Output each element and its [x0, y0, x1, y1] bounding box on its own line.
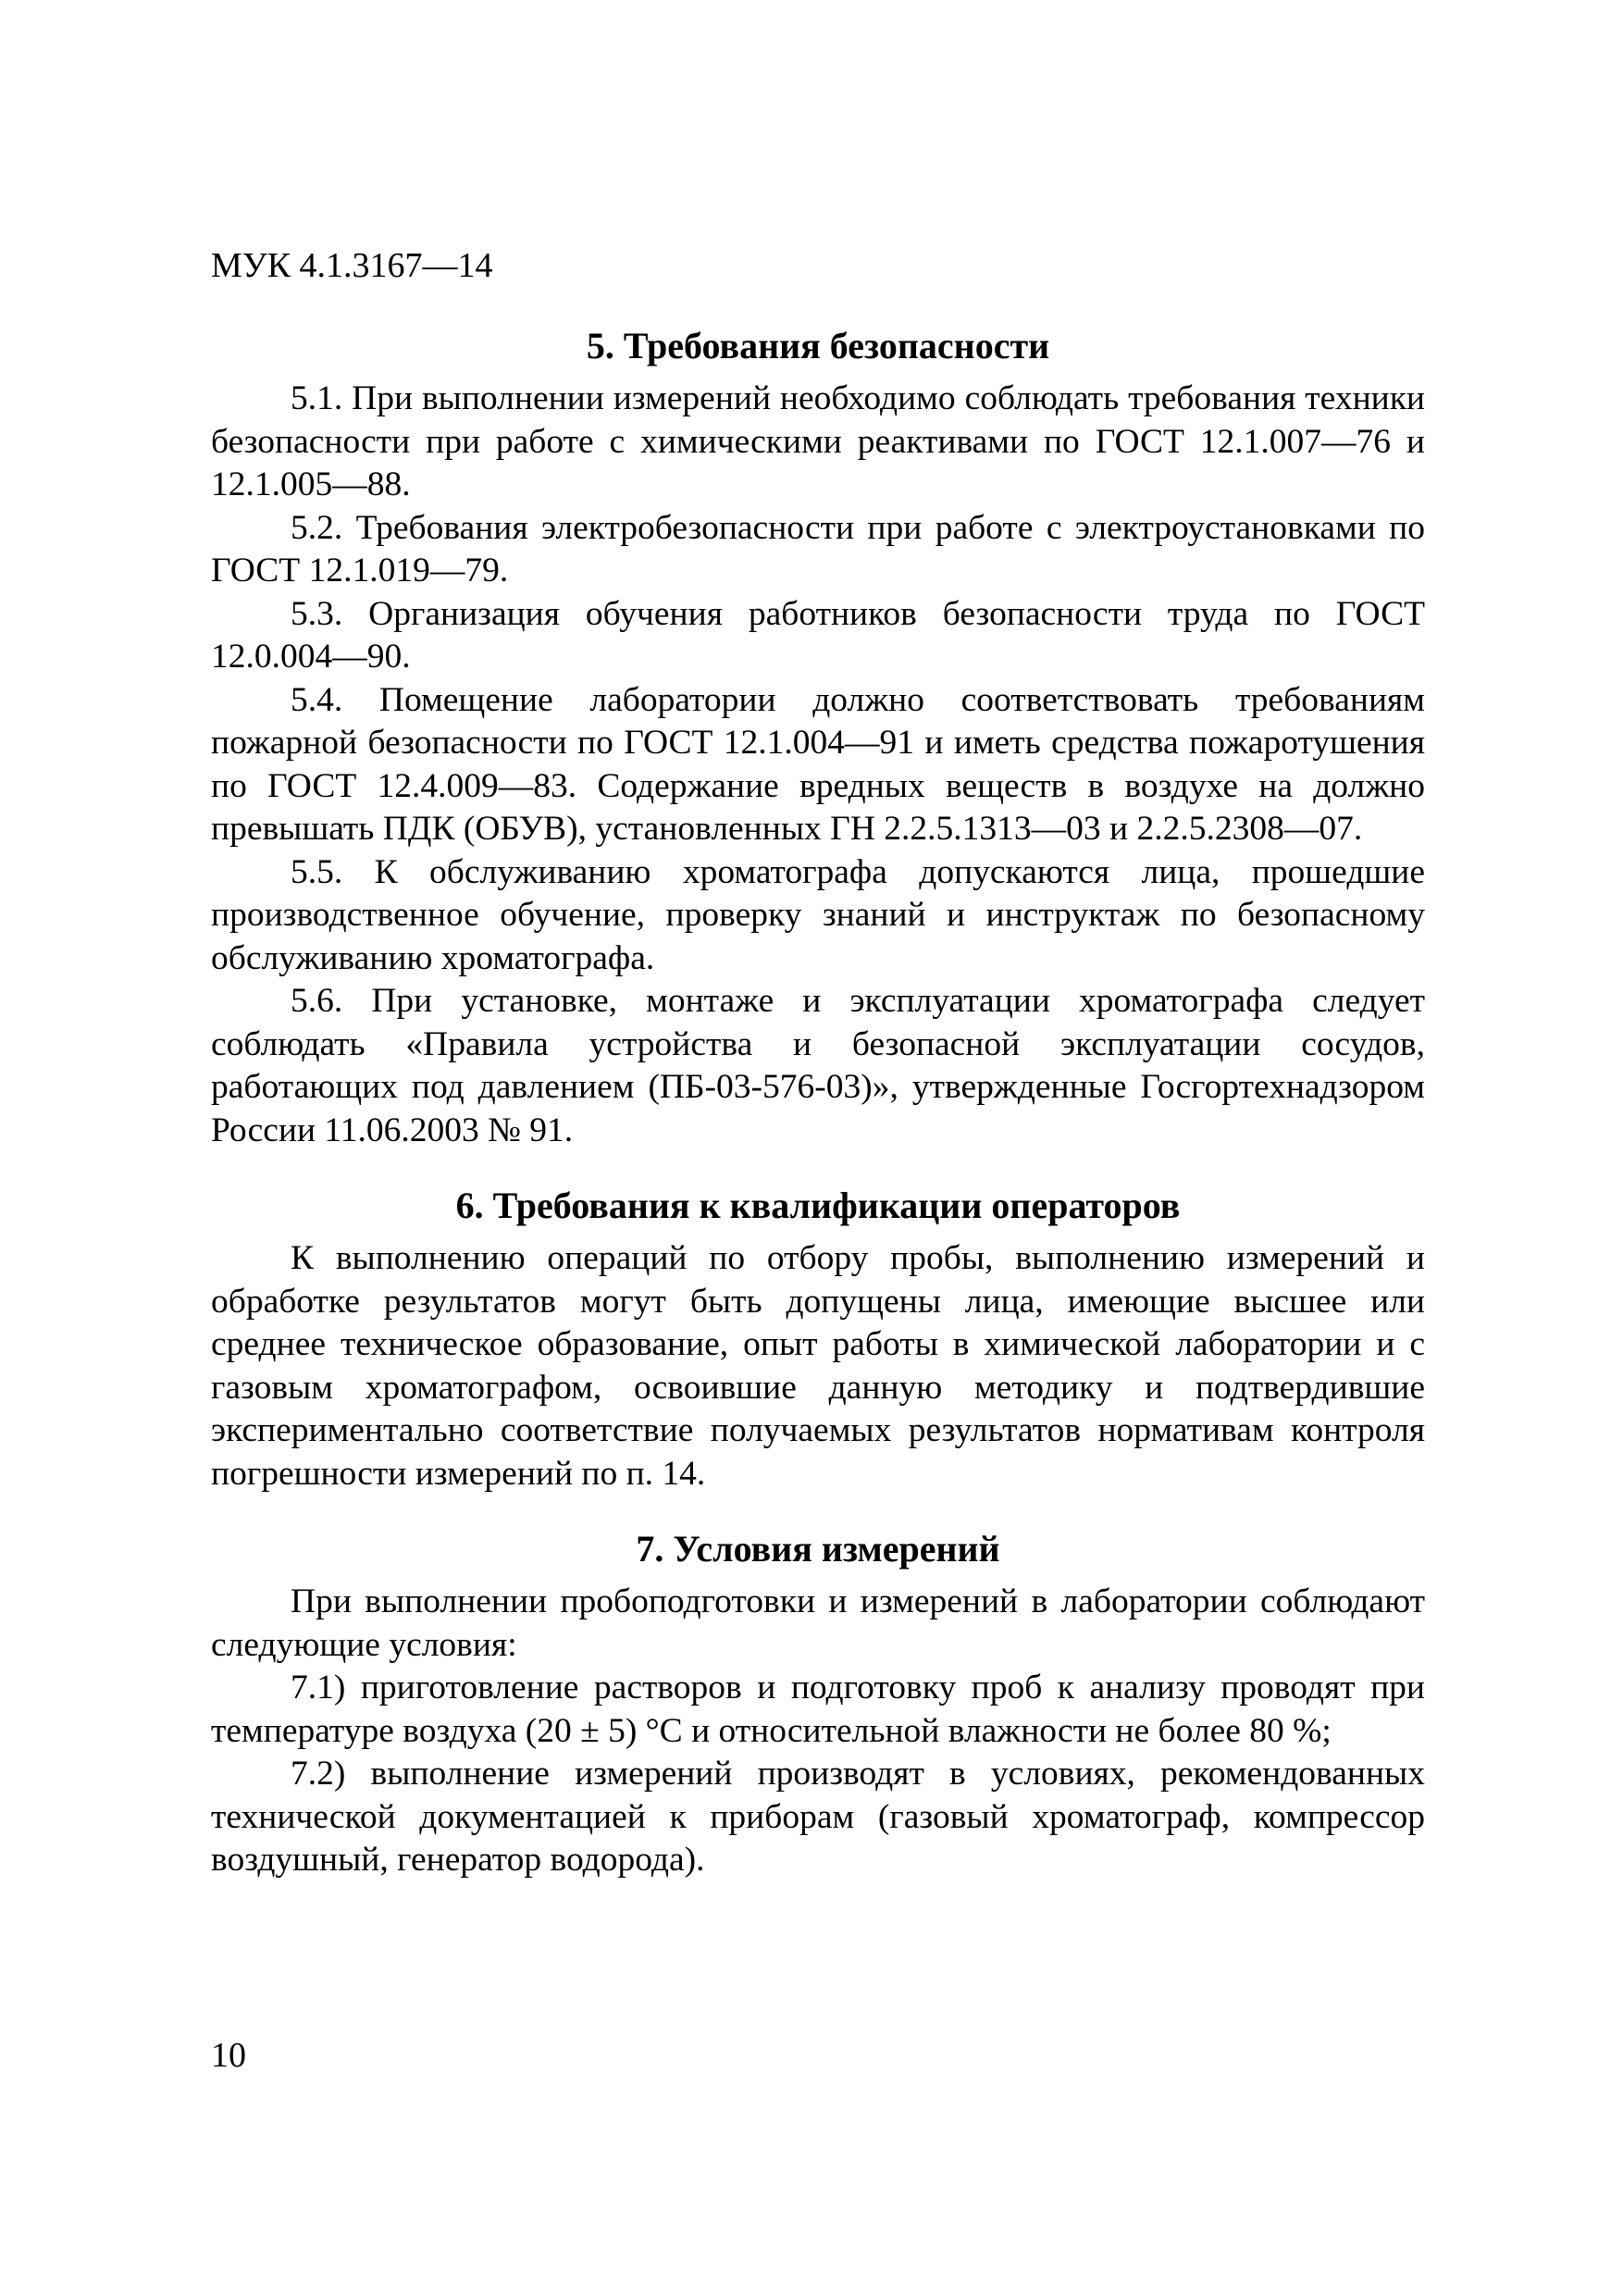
- paragraph-5-5: 5.5. К обслуживанию хроматографа допускаются лица, прошедшие производственное обучение, проверку знаний и инструктаж по безопасному обслуживанию хроматографа.: [211, 852, 1425, 977]
- document-code: МУК 4.1.3167—14: [211, 246, 493, 285]
- paragraph-5-1: 5.1. При выполнении измерений необходимо соблюдать требования техники безопасности при работе с химическими реактивами по ГОСТ 12.1.007—76 и 12.1.005—88.: [211, 379, 1425, 503]
- document-body: [211, 324, 1425, 1882]
- paragraph-7-intro: При выполнении пробоподготовки и измерений в лаборатории соблюдают следующие условия:: [211, 1582, 1425, 1664]
- section-measurement-conditions: [211, 1527, 1425, 1882]
- section-heading: 6. Требования к квалификации операторов: [455, 1185, 1181, 1226]
- paragraph-6: К выполнению операций по отбору пробы, выполнению измерений и обработке результатов могут быть допущены лица, имеющие высшее или среднее техническое образование, опыт работы в химической лаборатории и с газовым хроматографом, освоившие данную методику и подтвердившие экспериментально соответствие получаемых результатов нормативам контроля погрешности измерений по п. 14.: [211, 1239, 1425, 1493]
- section-safety-requirements: [211, 324, 1425, 1152]
- paragraph-7-2: 7.2) выполнение измерений производят в условиях, рекомендованных технической документацией к приборам (газовый хроматограф, компрессор воздушный, генератор водорода).: [211, 1755, 1425, 1879]
- paragraph-5-6: 5.6. При установке, монтаже и эксплуатации хроматографа следует соблюдать «Правила устройства и безопасной эксплуатации сосудов, работающих под давлением (ПБ-03-576-03)», утвержденные Госгортехнадзором России 11.06.2003 № 91.: [211, 982, 1425, 1149]
- paragraph-5-2: 5.2. Требования электробезопасности при работе с электроустановками по ГОСТ 12.1.019—79.: [211, 508, 1425, 590]
- paragraph-5-4: 5.4. Помещение лаборатории должно соответствовать требованиям пожарной безопасности по ГОСТ 12.1.004—91 и иметь средства пожаротушения по ГОСТ 12.4.009—83. Содержание вредных веществ в воздухе на должно превышать ПДК (ОБУВ), установленных ГН 2.2.5.1313—03 и 2.2.5.2308—07.: [211, 680, 1425, 848]
- section-heading: 5. Требования безопасности: [586, 325, 1050, 366]
- section-heading: 7. Условия измерений: [636, 1528, 1000, 1570]
- paragraph-7-1: 7.1) приготовление растворов и подготовку проб к анализу проводят при температуре воздуха (20 ± 5) °С и относительной влажности не более 80 %;: [211, 1669, 1425, 1750]
- paragraph-5-3: 5.3. Организация обучения работников безопасности труда по ГОСТ 12.0.004—90.: [211, 594, 1425, 676]
- page-number: 10: [211, 2036, 246, 2075]
- section-operator-qualification: [211, 1184, 1425, 1496]
